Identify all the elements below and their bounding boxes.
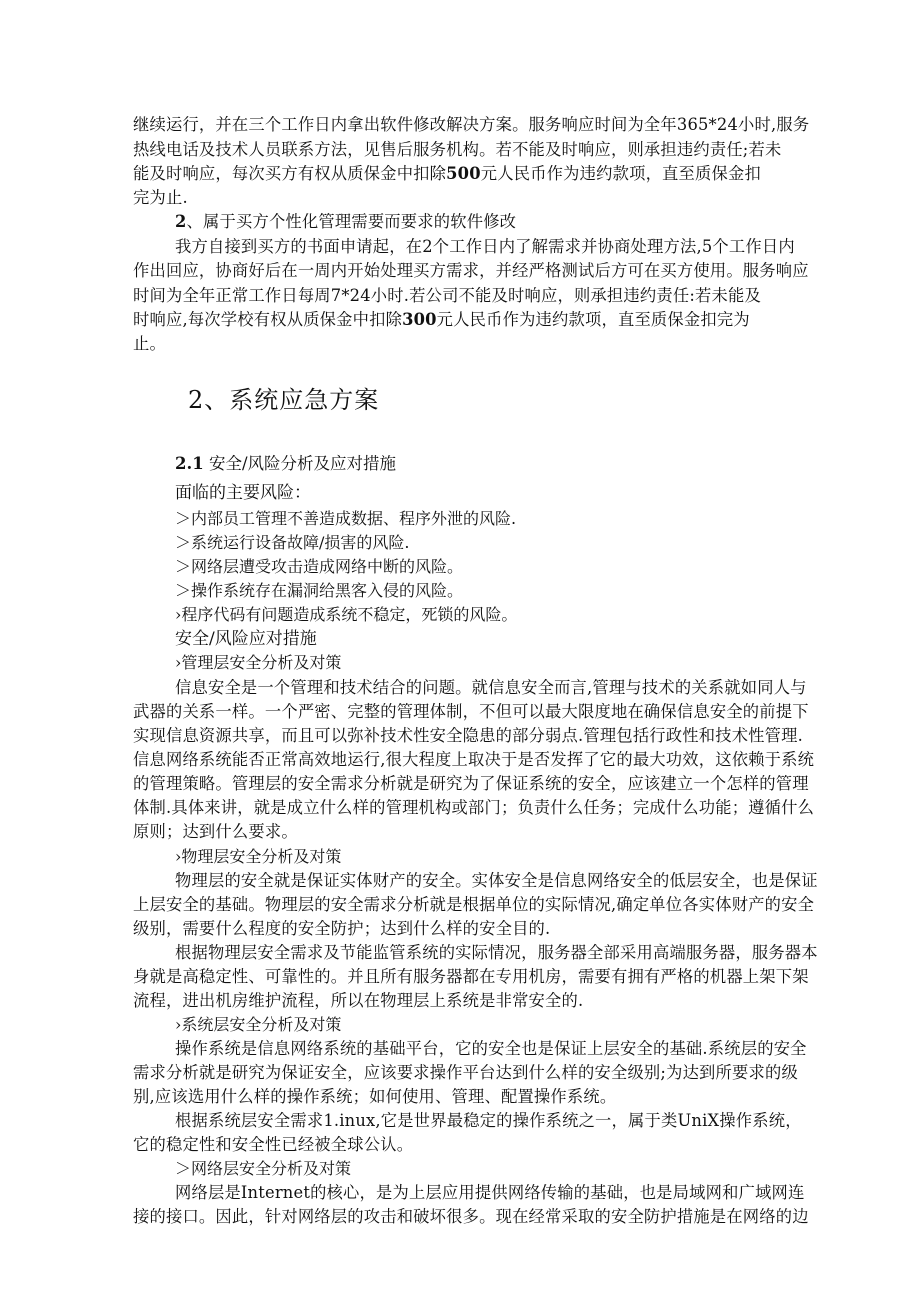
subsection-number: 2.1 bbox=[175, 454, 204, 473]
paragraph-line bbox=[133, 308, 833, 332]
paragraph-line: 时间为全年正常工作日每周7*24小时.若公司不能及时响应，则承担违约责任:若未能及 bbox=[133, 286, 761, 305]
paragraph-line: 完为止. bbox=[133, 188, 188, 207]
risk-item: ＞系统运行设备故障/损害的风险. bbox=[175, 533, 410, 552]
paragraph-line: 需求分析就是研究为保证安全，应该要求操作平台达到什么样的安全级别;为达到所要求的级 bbox=[133, 1063, 798, 1082]
paragraph-line: 信息网络系统能否正常高效地运行,很大程度上取决于是否发挥了它的最大功效，这依赖于系统 bbox=[133, 750, 815, 769]
paragraph-line: 根据物理层安全需求及节能监管系统的实际情况，服务器全部采用高端服务器，服务器本 bbox=[175, 943, 818, 962]
paragraph-line: 根据系统层安全需求1.inux,它是世界最稳定的操作系统之一，属于类UniX操作系统， bbox=[175, 1111, 802, 1130]
subsection-number: 2 bbox=[175, 212, 187, 231]
penalty-amount: 500 bbox=[446, 164, 481, 183]
paragraph-line: 热线电话及技术人员联系方法，见售后服务机构。若不能及时响应，则承担违约责任;若未 bbox=[133, 140, 782, 159]
risk-item: ＞操作系统存在漏洞给黑客入侵的风险。 bbox=[175, 581, 464, 600]
paragraph-line: 的管理策略。管理层的安全需求分析就是研究为了保证系统的安全，应该建立一个怎样的管理 bbox=[133, 774, 809, 793]
risk-item: ＞内部员工管理不善造成数据、程序外泄的风险. bbox=[175, 509, 517, 528]
paragraph-line: 流程，进出机房维护流程，所以在物理层上系统是非常安全的. bbox=[133, 991, 584, 1010]
paragraph-line bbox=[133, 162, 833, 186]
paragraph-line: 信息安全是一个管理和技术结合的问题。就信息安全而言,管理与技术的关系就如同人与 bbox=[175, 678, 807, 697]
paragraph-line: 接的接口。因此，针对网络层的攻击和破坏很多。现在经常采取的安全防护措施是在网络的边 bbox=[133, 1207, 809, 1226]
paragraph-line: 我方自接到买方的书面申请起，在2个工作日内了解需求并协商处理方法,5个工作日内 bbox=[175, 237, 795, 256]
paragraph-line: 级别，需要什么程度的安全防护；达到什么样的安全目的. bbox=[133, 919, 551, 938]
section-item-title: ›物理层安全分析及对策 bbox=[175, 847, 342, 866]
subsection-text: 安全/风险分析及应对措施 bbox=[208, 454, 397, 473]
paragraph-line: 别,应该选用什么样的操作系统；如何使用、管理、配置操作系统。 bbox=[133, 1087, 617, 1106]
paragraph-line: 止。 bbox=[133, 334, 166, 353]
text-run: 元人民币作为违约款项，直至质保金扣 bbox=[480, 164, 761, 183]
section-item-title: ›系统层安全分析及对策 bbox=[175, 1015, 342, 1034]
penalty-amount: 300 bbox=[402, 310, 437, 329]
risk-item: ›程序代码有问题造成系统不稳定，死锁的风险。 bbox=[175, 605, 518, 624]
risk-item: ＞网络层遭受攻击造成网络中断的风险。 bbox=[175, 557, 464, 576]
paragraph-line: 上层安全的基础。物理层的安全需求分析就是根据单位的实际情况,确定单位各实体财产的安全 bbox=[133, 895, 815, 914]
paragraph-line: 原则；达到什么要求。 bbox=[133, 822, 298, 841]
paragraph-line: 身就是高稳定性、可靠性的。并且所有服务器都在专用机房，需要有拥有严格的机器上架下架 bbox=[133, 967, 809, 986]
text-run: 元人民币作为违约款项，直至质保金扣完为 bbox=[436, 310, 750, 329]
paragraph-line: 作出回应，协商好后在一周内开始处理买方需求，并经严格测试后方可在买方使用。服务响应 bbox=[133, 261, 809, 280]
paragraph-line: 武器的关系一样。一个严密、完整的管理体制，不但可以最大限度地在确保信息安全的前提下 bbox=[133, 702, 809, 721]
measures-label: 安全/风险应对措施 bbox=[175, 629, 317, 649]
section-item-title: ＞网络层安全分析及对策 bbox=[175, 1159, 352, 1178]
section-heading: 2、系统应急方案 bbox=[188, 386, 380, 414]
paragraph-line: 操作系统是信息网络系统的基础平台，它的安全也是保证上层安全的基础.系统层的安全 bbox=[175, 1039, 807, 1058]
text-run: 能及时响应，每次买方有权从质保金中扣除 bbox=[133, 164, 447, 183]
paragraph-line: 网络层是Internet的核心，是为上层应用提供网络传输的基础，也是局域网和广域网连 bbox=[175, 1183, 805, 1202]
subsection-heading bbox=[175, 452, 396, 476]
paragraph-line: 继续运行，并在三个工作日内拿出软件修改解决方案。服务响应时间为全年365*24小时,服务 bbox=[133, 115, 810, 134]
paragraph-line: 它的稳定性和安全性已经被全球公认。 bbox=[133, 1135, 414, 1154]
subsection-text: 、属于买方个性化管理需要而要求的软件修改 bbox=[186, 212, 517, 231]
paragraph-line: 实现信息资源共享，而且可以弥补技术性安全隐患的部分弱点.管理包括行政性和技术性管理. bbox=[133, 726, 804, 745]
section-item-title: ›管理层安全分析及对策 bbox=[175, 653, 342, 672]
paragraph-line: 体制.具体来讲，就是成立什么样的管理机构或部门；负责什么任务；完成什么功能；遵循什么 bbox=[133, 798, 815, 817]
risks-label: 面临的主要风险： bbox=[175, 483, 311, 503]
paragraph-line: 物理层的安全就是保证实体财产的安全。实体安全是信息网络安全的低层安全，也是保证 bbox=[175, 871, 818, 890]
text-run: 时响应,每次学校有权从质保金中扣除 bbox=[133, 310, 403, 329]
subsection-title bbox=[175, 210, 833, 234]
